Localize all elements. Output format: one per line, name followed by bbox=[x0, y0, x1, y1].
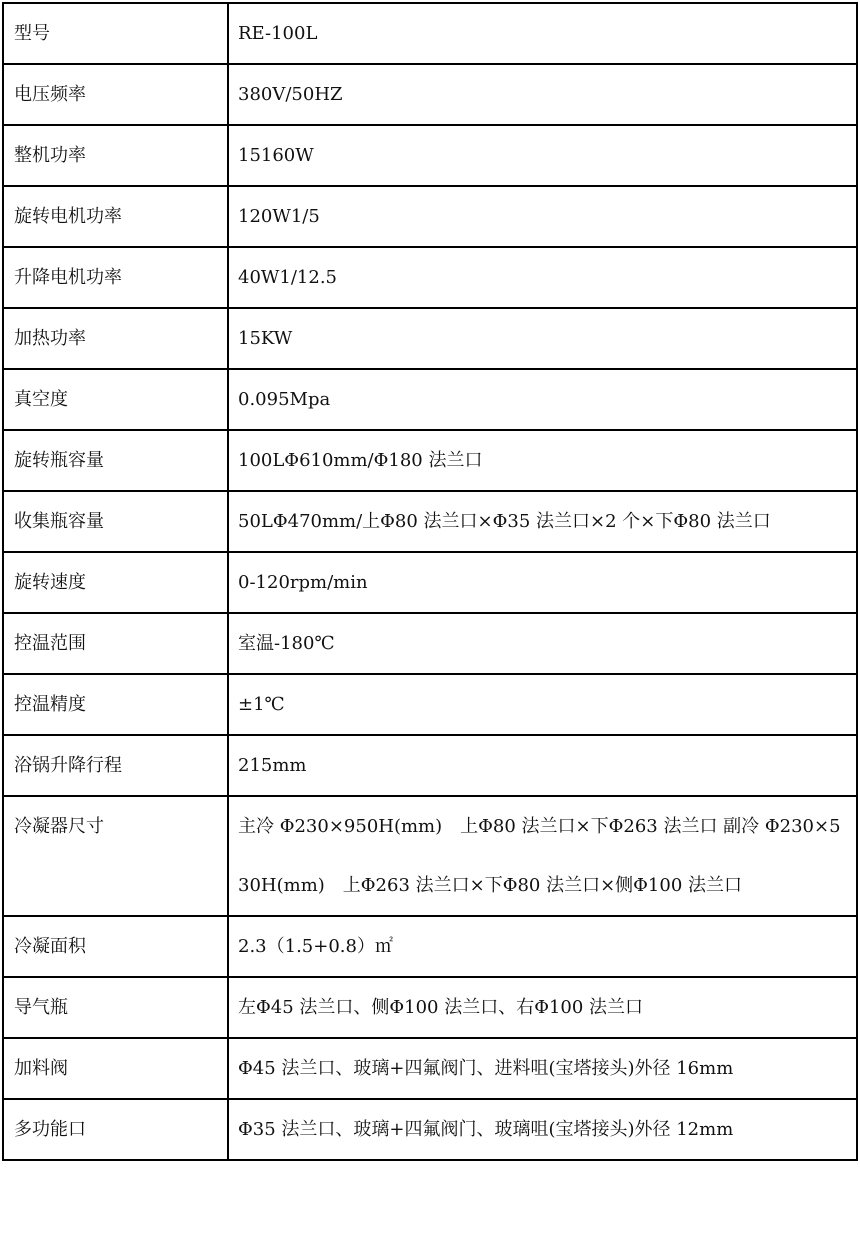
table-row bbox=[3, 430, 857, 491]
spec-label: 整机功率 bbox=[3, 125, 228, 186]
spec-label: 型号 bbox=[3, 3, 228, 64]
spec-label: 控温范围 bbox=[3, 613, 228, 674]
spec-label: 加料阀 bbox=[3, 1038, 228, 1099]
spec-label: 控温精度 bbox=[3, 674, 228, 735]
spec-value: 100LΦ610mm/Φ180 法兰口 bbox=[228, 430, 857, 491]
spec-label: 电压频率 bbox=[3, 64, 228, 125]
spec-table-body bbox=[3, 3, 857, 1160]
spec-value: Φ45 法兰口、玻璃+四氟阀门、进料咀(宝塔接头)外径 16mm bbox=[228, 1038, 857, 1099]
spec-value: Φ35 法兰口、玻璃+四氟阀门、玻璃咀(宝塔接头)外径 12mm bbox=[228, 1099, 857, 1160]
table-row bbox=[3, 247, 857, 308]
table-row bbox=[3, 369, 857, 430]
table-row bbox=[3, 3, 857, 64]
spec-label: 导气瓶 bbox=[3, 977, 228, 1038]
spec-value: 室温-180℃ bbox=[228, 613, 857, 674]
spec-label: 旋转瓶容量 bbox=[3, 430, 228, 491]
spec-label: 旋转速度 bbox=[3, 552, 228, 613]
spec-value: 15160W bbox=[228, 125, 857, 186]
spec-label: 浴锅升降行程 bbox=[3, 735, 228, 796]
spec-value: 380V/50HZ bbox=[228, 64, 857, 125]
spec-value: 2.3（1.5+0.8）㎡ bbox=[228, 916, 857, 977]
spec-label: 加热功率 bbox=[3, 308, 228, 369]
spec-label: 冷凝面积 bbox=[3, 916, 228, 977]
table-row bbox=[3, 613, 857, 674]
spec-label: 真空度 bbox=[3, 369, 228, 430]
spec-value: 40W1/12.5 bbox=[228, 247, 857, 308]
table-row bbox=[3, 552, 857, 613]
spec-value: ±1℃ bbox=[228, 674, 857, 735]
spec-label: 旋转电机功率 bbox=[3, 186, 228, 247]
table-row bbox=[3, 64, 857, 125]
table-row bbox=[3, 308, 857, 369]
spec-value: 215mm bbox=[228, 735, 857, 796]
table-row bbox=[3, 125, 857, 186]
spec-value: RE-100L bbox=[228, 3, 857, 64]
table-row bbox=[3, 796, 857, 916]
table-row bbox=[3, 916, 857, 977]
spec-value: 15KW bbox=[228, 308, 857, 369]
spec-value: 120W1/5 bbox=[228, 186, 857, 247]
table-row bbox=[3, 1038, 857, 1099]
spec-label: 升降电机功率 bbox=[3, 247, 228, 308]
spec-table bbox=[2, 2, 858, 1161]
spec-label: 多功能口 bbox=[3, 1099, 228, 1160]
table-row bbox=[3, 1099, 857, 1160]
table-row bbox=[3, 186, 857, 247]
table-row bbox=[3, 977, 857, 1038]
spec-value: 0.095Mpa bbox=[228, 369, 857, 430]
table-row bbox=[3, 735, 857, 796]
spec-value: 左Φ45 法兰口、侧Φ100 法兰口、右Φ100 法兰口 bbox=[228, 977, 857, 1038]
spec-label: 冷凝器尺寸 bbox=[3, 796, 228, 916]
spec-label: 收集瓶容量 bbox=[3, 491, 228, 552]
spec-value: 主冷 Φ230×950H(mm) 上Φ80 法兰口×下Φ263 法兰口 副冷 Φ230×530H(mm) 上Φ263 法兰口×下Φ80 法兰口×侧Φ100 法兰口 bbox=[228, 796, 857, 916]
table-row bbox=[3, 491, 857, 552]
spec-value: 50LΦ470mm/上Φ80 法兰口×Φ35 法兰口×2 个×下Φ80 法兰口 bbox=[228, 491, 857, 552]
spec-value: 0-120rpm/min bbox=[228, 552, 857, 613]
table-row bbox=[3, 674, 857, 735]
